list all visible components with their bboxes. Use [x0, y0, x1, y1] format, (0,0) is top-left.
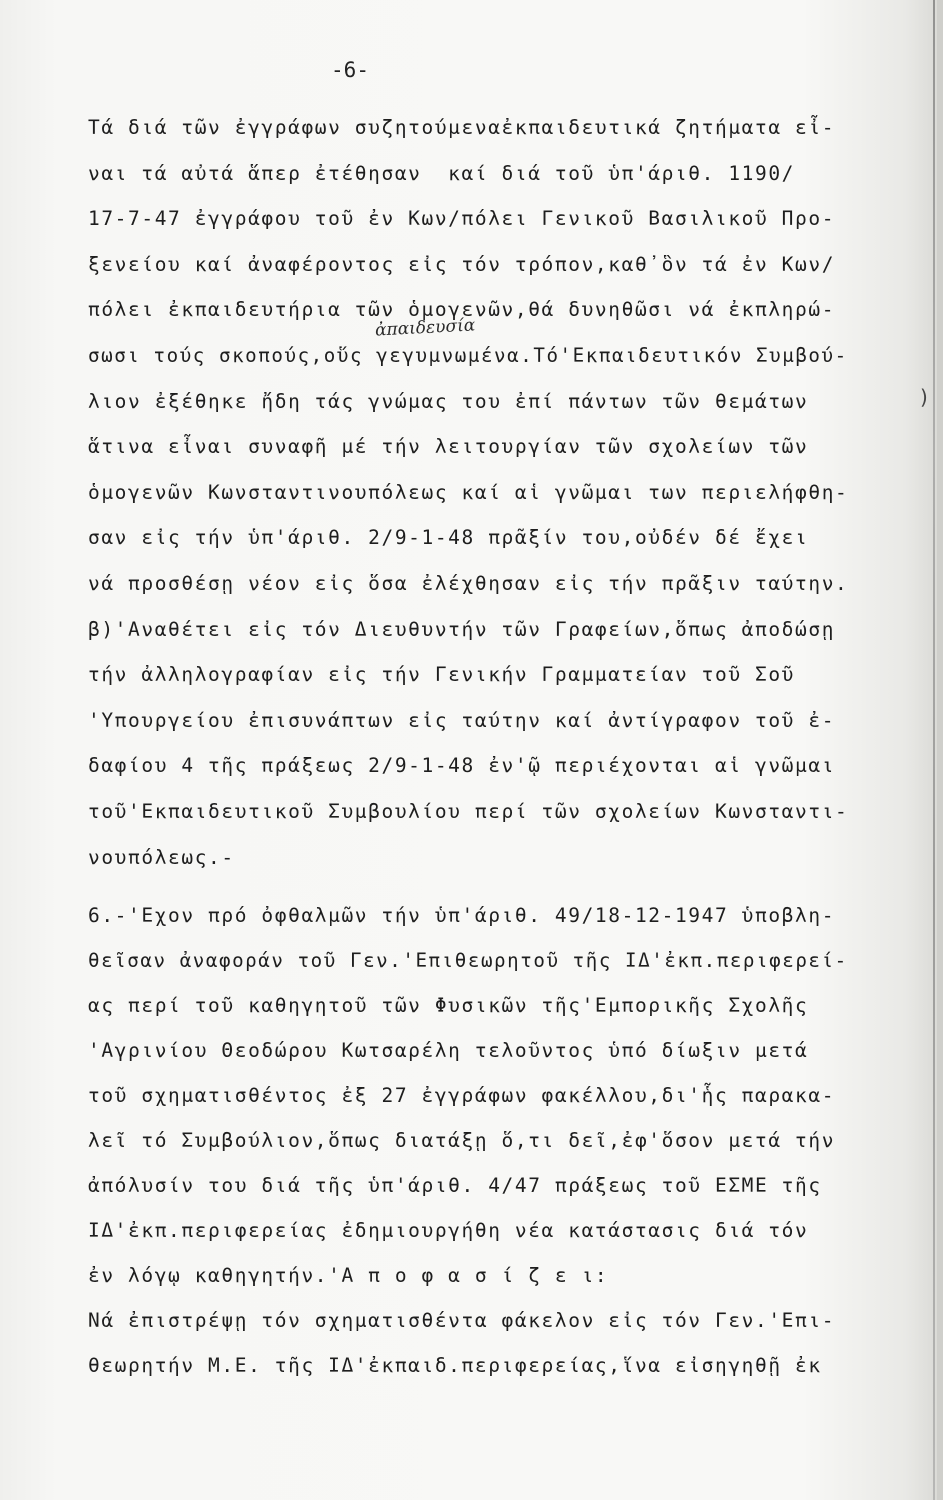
text-line: ἀπόλυσίν του διά τῆς ὑπ'άριθ. 4/47 πράξεως τοῦ ΕΣΜΕ τῆς — [88, 1174, 822, 1197]
margin-bracket-mark: ) — [920, 385, 928, 409]
text-line: τήν ἀλληλογραφίαν εἰς τήν Γενικήν Γραμματείαν τοῦ Σοῦ — [88, 663, 796, 687]
text-line: ας περί τοῦ καθηγητοῦ τῶν Φυσικῶν τῆς'Εμπορικῆς Σχολῆς — [88, 994, 809, 1017]
handwritten-annotation: ἀπαιδευσία — [374, 315, 476, 341]
text-line: Νά ἐπιστρέψῃ τόν σχηματισθέντα φάκελον εἰς τόν Γεν.'Επι- — [88, 1309, 836, 1332]
text-line: δαφίου 4 τῆς πράξεως 2/9-1-48 ἐν'ῷ περιέχονται αἱ γνῶμαι — [88, 754, 836, 778]
page-number: -6- — [331, 58, 369, 82]
text-line: 17-7-47 ἐγγράφου τοῦ ἐν Κων/πόλει Γενικοῦ Βασιλικοῦ Προ- — [88, 207, 836, 231]
text-line: ἅτινα εἶναι συναφῆ μέ τήν λειτουργίαν τῶν σχολείων τῶν — [88, 435, 809, 459]
text-line: ΙΔ'ἐκπ.περιφερείας ἐδημιουργήθη νέα κατάστασις διά τόν — [88, 1219, 809, 1242]
text-line: 6.-'Εχον πρό ὀφθαλμῶν τήν ὑπ'άριθ. 49/18-12-1947 ὑποβλη- — [88, 904, 836, 927]
text-line: Τά διά τῶν ἐγγράφων συζητούμεναἐκπαιδευτικά ζητήματα εἶ- — [88, 116, 836, 139]
text-line: σαν εἰς τήν ὑπ'άριθ. 2/9-1-48 πρᾶξίν του,οὐδέν δέ ἔχει — [88, 526, 809, 550]
text-line: ἐν λόγῳ καθηγητήν.'Α π ο φ α σ ί ζ ε ι: — [88, 1264, 609, 1287]
text-line: πόλει ἐκπαιδευτήρια τῶν ὁμογενῶν,θά δυνηθῶσι νά ἐκπληρώ- — [88, 298, 836, 322]
text-line: ναι τά αὐτά ἅπερ ἐτέθησαν καί διά τοῦ ὑπ'άριθ. 1190/ — [88, 161, 796, 185]
text-line: 'Αγρινίου Θεοδώρου Κωτσαρέλη τελοῦντος ὑπό δίωξιν μετά — [88, 1039, 809, 1062]
text-line: β)'Αναθέτει εἰς τόν Διευθυντήν τῶν Γραφείων,ὅπως ἀποδώσῃ — [88, 617, 836, 641]
text-line: ξενείου καί ἀναφέροντος εἰς τόν τρόπον,καθ᾽ὃν τά ἐν Κων/ — [88, 252, 836, 276]
text-line: λιον ἐξέθηκε ἤδη τάς γνώμας του ἐπί πάντων τῶν θεμάτων — [88, 389, 809, 413]
text-line: σωσι τούς σκοπούς,οὕς γεγυμνωμένα.Τό'Εκπαιδευτικόν Συμβού- — [88, 344, 848, 367]
text-line: ὁμογενῶν Κωνσταντινουπόλεως καί αἱ γνῶμαι των περιελήφθη- — [88, 480, 849, 504]
text-line: θεωρητήν Μ.Ε. τῆς ΙΔ'ἐκπαιδ.περιφερείας,ἵνα εἰσηγηθῇ ἐκ — [88, 1354, 822, 1377]
page-edge-line — [933, 0, 935, 1500]
page-edge-shadow — [937, 0, 943, 1500]
text-line: λεῖ τό Συμβούλιον,ὅπως διατάξῃ ὅ,τι δεῖ,ἐφ'ὅσον μετά τήν — [88, 1129, 836, 1152]
text-line: νουπόλεως.- — [88, 845, 235, 869]
text-line: νά προσθέσῃ νέον εἰς ὅσα ἐλέχθησαν εἰς τήν πρᾶξιν ταύτην. — [88, 572, 849, 595]
text-line: θεῖσαν ἀναφοράν τοῦ Γεν.'Επιθεωρητοῦ τῆς ΙΔ'ἐκπ.περιφερεί- — [88, 949, 848, 972]
text-line: τοῦ'Εκπαιδευτικοῦ Συμβουλίου περί τῶν σχολείων Κωνσταντι- — [88, 800, 849, 823]
text-line: τοῦ σχηματισθέντος ἐξ 27 ἐγγράφων φακέλλου,δι'ἧς παρακα- — [88, 1084, 836, 1107]
text-line: 'Υπουργείου ἐπισυνάπτων εἰς ταύτην καί ἀντίγραφον τοῦ ἐ- — [88, 708, 836, 732]
